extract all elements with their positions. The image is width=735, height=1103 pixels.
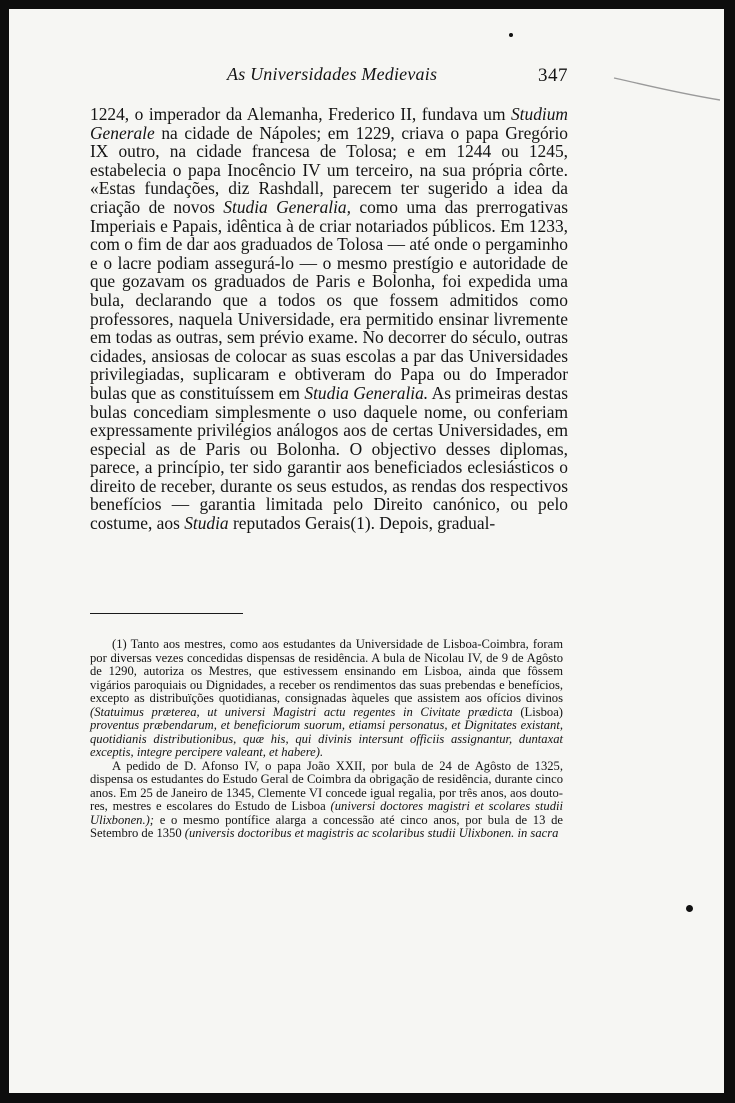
- page-number: 347: [538, 65, 568, 86]
- body-paragraph: 1224, o imperador da Alemanha, Frederico II, fundava um Studium Generale na cidade de Nápoles; em 1229, criava o papa Gregório IX outro, na cidade francesa de Tolosa; e em 1244 ou 1245, estabelecia o papa Inocêncio IV um terceiro, na sua própria côrte. «Estas fundações, diz Rashdall, parecem ter sugerido a idea da criação de novos Studia Generalia, como uma das prerrogativas Imperiais e Papais, idêntica à de criar notariados públicos. Em 1233, com o fim de dar aos graduados de Tolosa — até onde o pergaminho e o lacre podiam assegurá-lo — o mesmo prestígio e autoridade de que gozavam os graduados de Paris e Bolonha, foi expedida uma bula, declarando que a todos os que fossem admitidos como professores, naquela Universidade, era permitido ensinar livremente em todas as outras, sem prévio exame. No decorrer do século, outras cidades, ansiosas de colocar as suas escolas a par das Universidades privilegiadas, suplicaram e obtiveram do Papa ou do Imperador bulas que as constituíssem em Studia Generalia. As primeiras destas bulas concediam simplesmente o uso daquele nome, ou conferiam expressamente privilégios análogos aos de certas Universidades, em especial as de Paris ou Bolonha. O objectivo desses diplomas, parece, a princípio, ter sido garantir aos beneficiados eclesiásticos o direito de receber, durante os seus estudos, as rendas dos respectivos benefícios — garantia limitada pelo Direito canónico, ou pelo costume, aos Studia reputados Gerais(1). Depois, gradual-: [90, 104, 568, 534]
- footnote-paragraph: A pedido de D. Afonso IV, o papa João XXII, por bula de 24 de Agôsto de 1325, dispensa os estudantes do Estudo Geral de Coimbra da obrigação de residência, durante cinco anos. Em 25 de Janeiro de 1345, Clemente VI concede igual regalia, por três anos, aos doutores, mestres e escolares do Estudo de Lisboa (universi doctores magistri et scolares studii Ulixbonen.); e o mesmo pontífice alarga a concessão até cinco anos, por bula de 13 de Setembro de 1350 (universis doctoribus et magistris ac scolaribus studii Ulixbonen. in sacra: [90, 758, 563, 840]
- latin-term: Studia Generalia,: [223, 196, 351, 217]
- running-title: As Universidades Medievais: [227, 64, 438, 84]
- footnote-separator: [90, 613, 243, 614]
- latin-term: Studia Generalia.: [304, 382, 429, 403]
- scan-dot-right: [686, 905, 693, 912]
- footnotes: [90, 638, 563, 841]
- footnote-paragraph: (1) Tanto aos mestres, como aos estudantes da Universidade de Lisboa-Coimbra, foram por diversas vezes concedidas dispensas de residência. A bula de Nicolau IV, de 9 de Agôsto de 1290, autoriza os Mestres, que estivessem ensinando em Lisboa, ainda que fôssem vigários paroquiais ou Dignidades, a receber os rendimentos das suas prebendas e benefícios, excepto as distribuïções quotidianas, consignadas àqueles que assistem aos ofícios divinos (Statuimus præterea, ut universi Magistri actu regentes in Civitate prædicta (Lisboa) proventus præbendarum, et beneficiorum suorum, etiamsi personatus, et Dignitates existant, quotidianis distributionibus, quæ his, qui divinis intersunt officiis assignantur, duntaxat exceptis, integre percipere valeant, et habere).: [90, 637, 564, 759]
- scan-dot-top: [509, 33, 513, 37]
- latin-term: Studium Generale: [90, 104, 568, 143]
- page-header: [0, 64, 735, 88]
- main-text: [90, 105, 568, 533]
- latin-term: Studia: [184, 513, 229, 534]
